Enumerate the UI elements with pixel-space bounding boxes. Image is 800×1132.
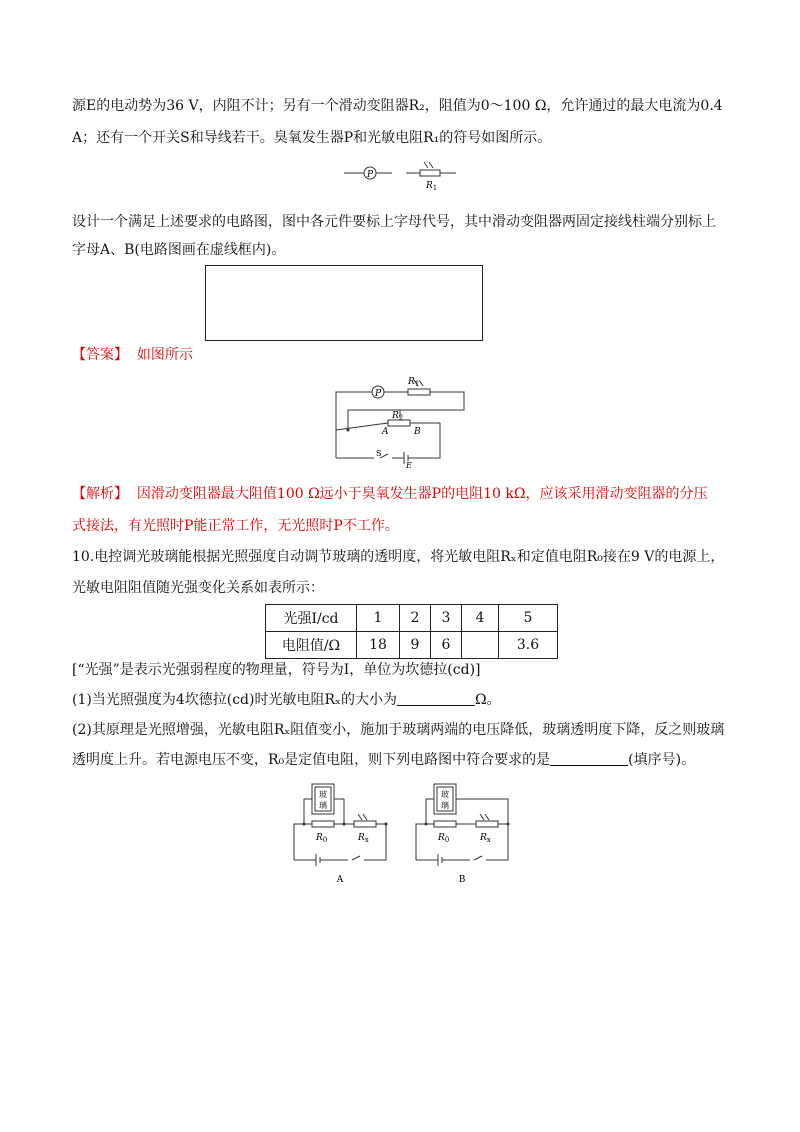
q10-part-2-suffix: (填序号)。 <box>628 752 696 768</box>
analysis-line-2: 式接法，有光照时P能正常工作，无光照时P不工作。 <box>72 518 399 534</box>
answer-p-label: P <box>374 389 382 399</box>
answer-blank-2[interactable] <box>550 751 628 766</box>
light-resistance-table <box>265 604 558 659</box>
answer-a-label: A <box>382 427 389 437</box>
table-cell <box>462 632 499 659</box>
table-cell: 18 <box>357 632 400 659</box>
table-cell: 4 <box>462 605 499 632</box>
table-cell: 9 <box>400 632 431 659</box>
text-line-3: 设计一个满足上述要求的电路图，图中各元件要标上字母代号，其中滑动变阻器两固定接线柱端分别标上 <box>72 214 716 230</box>
table-row <box>266 605 558 632</box>
circuit-b-rx-label: $R_x$ <box>480 833 491 844</box>
circuit-b-r0-label: $R_0$ <box>438 833 450 844</box>
answer-line <box>72 345 193 365</box>
q10-part-2-text: 透明度上升。若电源电压不变，R₀是定值电阻，则下列电路图中符合要求的是 <box>72 752 551 768</box>
answer-blank-1[interactable] <box>397 691 475 706</box>
table-cell: 1 <box>357 605 400 632</box>
q10-line-2: 光敏电阻阻值随光强变化关系如表所示： <box>72 580 324 596</box>
q10-part-1-text: (1)当光照强度为4坎德拉(cd)时光敏电阻Rₓ的大小为 <box>72 692 397 708</box>
q10-part-1 <box>72 690 501 710</box>
answer-r2-label: $R_2$ <box>392 411 404 422</box>
q10-part-1-unit: Ω。 <box>474 692 501 708</box>
answer-s-label: S <box>376 449 382 458</box>
text-line-2: A；还有一个开关S和导线若干。臭氧发生器P和光敏电阻R₁的符号如图所示。 <box>72 130 552 146</box>
circuit-a-figure <box>290 778 396 888</box>
component-symbols-figure <box>340 160 460 194</box>
table-cell: 3.6 <box>499 632 558 659</box>
circuit-a-r0-label: $R_0$ <box>316 833 328 844</box>
circuit-a-caption: A <box>336 875 344 885</box>
table-cell: 6 <box>431 632 462 659</box>
table-cell: 2 <box>400 605 431 632</box>
photoresistor-label: $R_1$ <box>426 181 438 192</box>
q10-note: [“光强”是表示光强弱程度的物理量，符号为I，单位为坎德拉(cd)] <box>72 662 481 678</box>
glass-label-b-2: 璃 <box>441 801 449 810</box>
text-line-4: 字母A、B(电路图画在虚线框内)。 <box>72 242 286 258</box>
ozone-generator-label: P <box>366 170 374 180</box>
text-line-1: 源E的电动势为36 V，内阻不计；另有一个滑动变阻器R₂，阻值为0～100 Ω，允许通过的最大电流为0.4 <box>72 98 723 114</box>
table-header-cell: 光强I/cd <box>266 605 357 632</box>
answer-r1-label: $R_1$ <box>408 377 420 388</box>
answer-circuit-figure <box>330 372 470 468</box>
circuit-b-figure <box>412 778 518 888</box>
table-cell: 3 <box>431 605 462 632</box>
glass-label-b-1: 玻 <box>441 790 449 799</box>
circuit-a-rx-label: $R_x$ <box>358 833 369 844</box>
analysis-text-1: 因滑动变阻器最大阻值100 Ω远小于臭氧发生器P的电阻10 kΩ，应该采用滑动变阻器的分压 <box>136 486 708 502</box>
analysis-line-1 <box>72 484 707 504</box>
answer-b-label: B <box>414 427 421 437</box>
q10-part-2-line-1: (2)其原理是光照增强，光敏电阻Rₓ阻值变小，施加于玻璃两端的电压降低，玻璃透明度下降，反之则玻璃 <box>72 722 725 738</box>
analysis-tag: 【解析】 <box>72 486 128 502</box>
glass-label-a-2: 璃 <box>319 801 327 810</box>
q10-line-1: 10.电控调光玻璃能根据光照强度自动调节玻璃的透明度，将光敏电阻Rₓ和定值电阻R₀接在9 V的电源上， <box>72 549 725 565</box>
circuit-b-caption: B <box>458 875 466 885</box>
answer-drawing-box <box>205 265 483 341</box>
table-header-cell: 电阻值/Ω <box>266 632 357 659</box>
q10-part-2-line-2 <box>72 750 695 770</box>
glass-label-a-1: 玻 <box>319 790 327 799</box>
answer-text: 如图所示 <box>136 347 193 363</box>
table-cell: 5 <box>499 605 558 632</box>
table-row <box>266 632 558 659</box>
answer-tag: 【答案】 <box>72 347 128 363</box>
answer-e-label: E <box>406 461 412 468</box>
